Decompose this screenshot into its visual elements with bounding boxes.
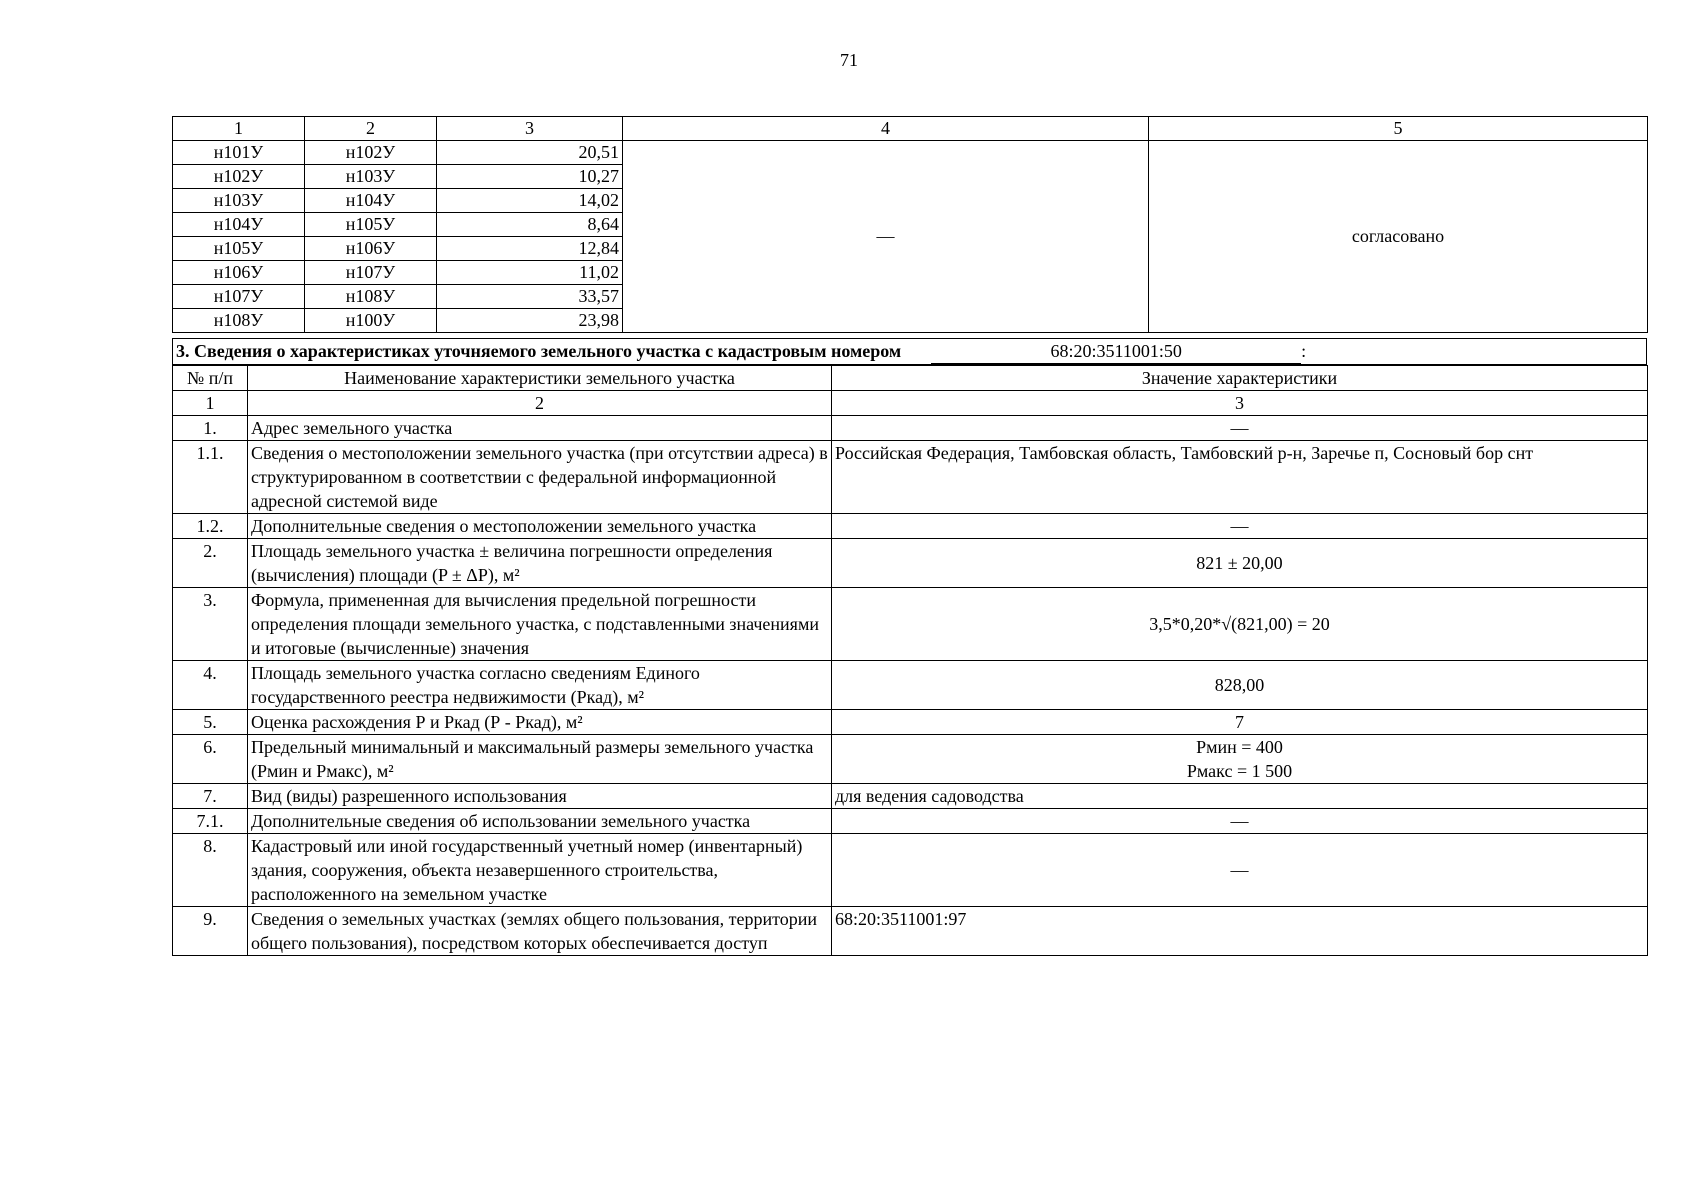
point-from: н103У (173, 189, 305, 213)
characteristic-value: 3,5*0,20*√(821,00) = 20 (832, 588, 1648, 661)
section-3-header-table (172, 338, 1647, 365)
point-to: н102У (305, 141, 437, 165)
row-number: 2. (173, 539, 248, 588)
segment-length: 10,27 (437, 165, 623, 189)
point-to: н104У (305, 189, 437, 213)
header-number: № п/п (173, 366, 248, 391)
boundary-segments-table (172, 116, 1648, 333)
characteristic-value: Российская Федерация, Тамбовская область, Тамбовский р-н, Заречье п, Сосновый бор снт (832, 441, 1648, 514)
segment-length: 33,57 (437, 285, 623, 309)
table-row (173, 588, 1648, 661)
column-number: 4 (623, 117, 1149, 141)
table-row (173, 710, 1648, 735)
section-3-title: 3. Сведения о характеристиках уточняемого земельного участка с кадастровым номером (176, 341, 902, 361)
table-row (173, 907, 1648, 956)
column-number: 5 (1149, 117, 1648, 141)
column-number: 2 (305, 117, 437, 141)
section-3-title-cell (173, 339, 1647, 365)
row-number: 7.1. (173, 809, 248, 834)
row-number: 4. (173, 661, 248, 710)
table-header-row (173, 366, 1648, 391)
characteristic-name: Предельный минимальный и максимальный размеры земельного участка (Рмин и Рмакс), м² (248, 735, 832, 784)
column-numbers-row (173, 391, 1648, 416)
characteristic-value (832, 735, 1648, 784)
column-number: 1 (173, 391, 248, 416)
column-number: 3 (832, 391, 1648, 416)
max-size-value: Рмакс = 1 500 (1186, 761, 1293, 781)
header-value: Значение характеристики (832, 366, 1648, 391)
point-from: н102У (173, 165, 305, 189)
row-number: 1.1. (173, 441, 248, 514)
point-to: н108У (305, 285, 437, 309)
characteristic-value: — (832, 514, 1648, 539)
segment-length: 14,02 (437, 189, 623, 213)
table-row (173, 514, 1648, 539)
row-number: 5. (173, 710, 248, 735)
point-to: н105У (305, 213, 437, 237)
point-to: н103У (305, 165, 437, 189)
cadastral-number: 68:20:3511001:50 (931, 339, 1301, 364)
characteristic-name: Дополнительные сведения о местоположении земельного участка (248, 514, 832, 539)
point-to: н107У (305, 261, 437, 285)
segment-length: 8,64 (437, 213, 623, 237)
characteristic-value: 68:20:3511001:97 (832, 907, 1648, 956)
point-from: н104У (173, 213, 305, 237)
table-row (173, 784, 1648, 809)
page-number: 71 (840, 50, 858, 70)
approval-status: согласовано (1149, 141, 1648, 333)
point-from: н107У (173, 285, 305, 309)
section-3-colon: : (1301, 341, 1307, 361)
point-from: н105У (173, 237, 305, 261)
column-4-value: — (623, 141, 1149, 333)
characteristic-name: Сведения о местоположении земельного участка (при отсутствии адреса) в структурированном в соответствии с федеральной информационной адресной системой виде (248, 441, 832, 514)
table-row (173, 735, 1648, 784)
header-name: Наименование характеристики земельного участка (248, 366, 832, 391)
characteristic-name: Вид (виды) разрешенного использования (248, 784, 832, 809)
table-header-row (173, 117, 1648, 141)
row-number: 9. (173, 907, 248, 956)
row-number: 1.2. (173, 514, 248, 539)
row-number: 6. (173, 735, 248, 784)
characteristic-value: 821 ± 20,00 (832, 539, 1648, 588)
table-row (173, 834, 1648, 907)
row-number: 3. (173, 588, 248, 661)
point-from: н106У (173, 261, 305, 285)
min-size-value: Рмин = 400 (1196, 737, 1283, 757)
point-to: н100У (305, 309, 437, 333)
segment-length: 12,84 (437, 237, 623, 261)
characteristic-value: 828,00 (832, 661, 1648, 710)
characteristic-name: Адрес земельного участка (248, 416, 832, 441)
characteristic-name: Формула, примененная для вычисления предельной погрешности определения площади земельного участка, с подставленными значениями и итоговые (вычисленные) значения (248, 588, 832, 661)
characteristic-name: Дополнительные сведения об использовании земельного участка (248, 809, 832, 834)
segment-length: 23,98 (437, 309, 623, 333)
point-to: н106У (305, 237, 437, 261)
segment-length: 11,02 (437, 261, 623, 285)
table-row (173, 661, 1648, 710)
point-from: н108У (173, 309, 305, 333)
column-number: 3 (437, 117, 623, 141)
segment-length: 20,51 (437, 141, 623, 165)
characteristic-value: — (832, 416, 1648, 441)
row-number: 1. (173, 416, 248, 441)
characteristics-table (172, 365, 1648, 956)
characteristic-name: Сведения о земельных участках (землях общего пользования, территории общего пользования), посредством которых обеспечивается доступ (248, 907, 832, 956)
column-number: 2 (248, 391, 832, 416)
table-row (173, 416, 1648, 441)
characteristic-name: Площадь земельного участка согласно сведениям Единого государственного реестра недвижимости (Ркад), м² (248, 661, 832, 710)
characteristic-name: Кадастровый или иной государственный учетный номер (инвентарный) здания, сооружения, объекта незавершенного строительства, расположенного на земельном участке (248, 834, 832, 907)
table-row (173, 809, 1648, 834)
characteristic-value: — (832, 809, 1648, 834)
table-row (173, 141, 1648, 165)
row-number: 8. (173, 834, 248, 907)
row-number: 7. (173, 784, 248, 809)
characteristic-name: Площадь земельного участка ± величина погрешности определения (вычисления) площади (P ± ΔP), м² (248, 539, 832, 588)
column-number: 1 (173, 117, 305, 141)
characteristic-value: — (832, 834, 1648, 907)
characteristic-value: 7 (832, 710, 1648, 735)
section-3-header-row (173, 339, 1647, 365)
characteristic-name: Оценка расхождения Р и Ркад (Р - Ркад), м² (248, 710, 832, 735)
table-row (173, 539, 1648, 588)
boundary-segments-body (173, 117, 1648, 333)
characteristics-body (173, 366, 1648, 956)
point-from: н101У (173, 141, 305, 165)
table-row (173, 441, 1648, 514)
characteristic-value: для ведения садоводства (832, 784, 1648, 809)
